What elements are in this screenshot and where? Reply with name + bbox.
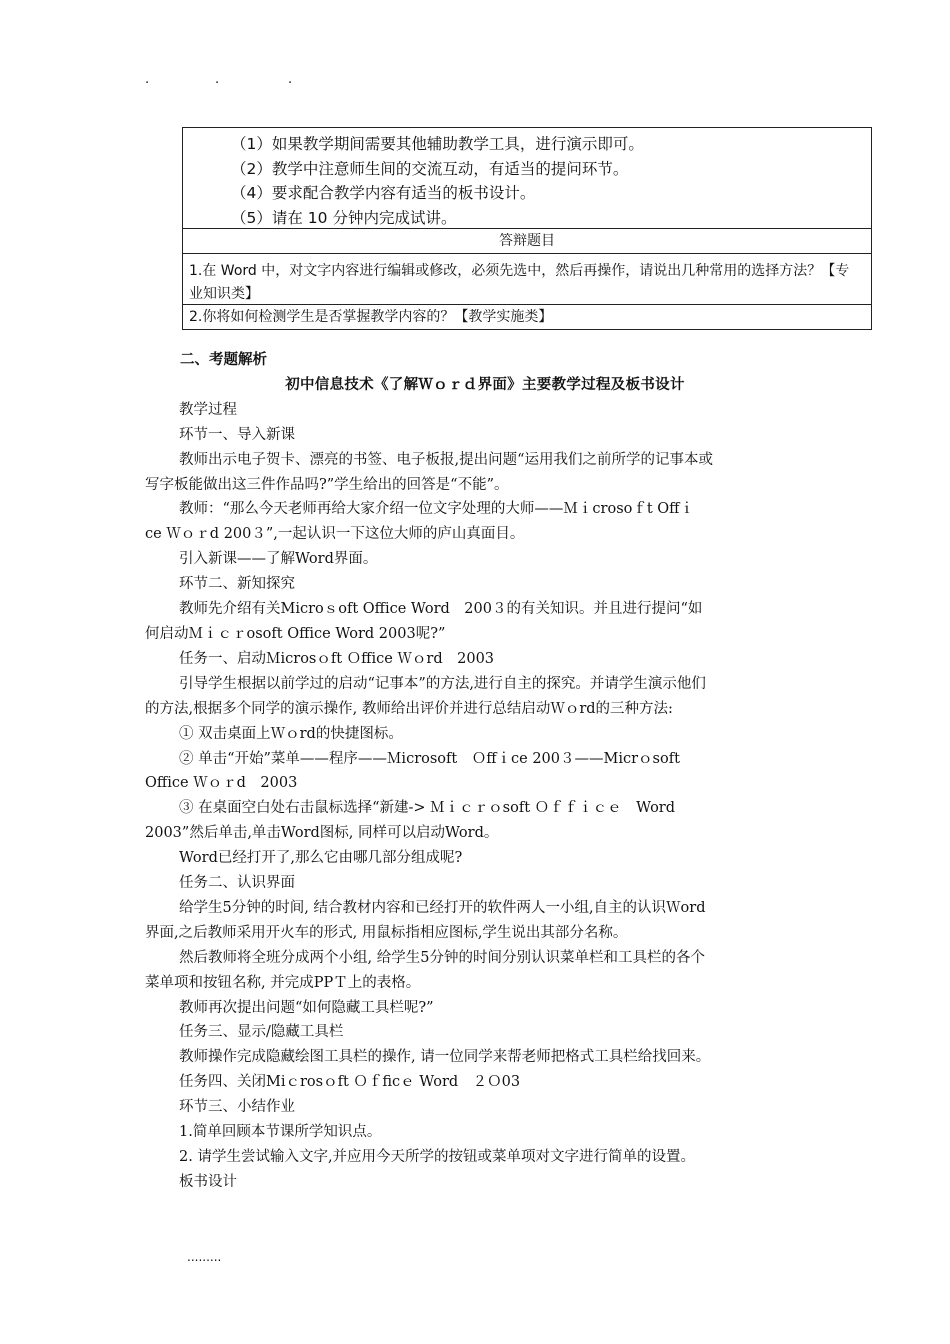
body-line: 教师出示电子贺卡、漂亮的书签、电子板报,提出问题“运用我们之前所学的记事本或: [179, 451, 714, 468]
defense-question-2: 2.你将如何检测学生是否掌握教学内容的？【教学实施类】: [189, 309, 553, 325]
header-dot: .: [145, 72, 150, 87]
body-line: 给学生5分钟的时间, 结合教材内容和已经打开的软件两人一小组,自主的认识Ｗord: [179, 899, 706, 916]
body-line: 任务三、显示/隐藏工具栏: [179, 1024, 344, 1041]
body-line: ce Ｗｏｒd 200３”,一起认识一下这位大师的庐山真面目。: [145, 526, 525, 543]
body-line: ② 单击“开始”菜单——程序——Ｍicrosoft Ｏffｉce 200３——Micrｏsoft: [179, 750, 680, 767]
body-line: 任务二、认识界面: [179, 875, 295, 892]
body-line: 任务四、关闭Miｃrosｏft Ｏｆficｅ Word ２Ｏ03: [179, 1074, 521, 1091]
body-line: ③ 在桌面空白处右击鼠标选择“新建-> Ｍｉｃｒｏsoft Ｏｆｆｉｃｅ Word: [179, 800, 676, 817]
defense-question-1-line: 1.在 Word 中，对文字内容进行编辑或修改，必须先选中，然后再操作，请说出几种常用的选择方法？【专: [189, 263, 850, 279]
body-line: 菜单项和按钮名称, 并完成PPＴ上的表格。: [145, 974, 421, 991]
body-line: 教师先介绍有关Microｓoft Office Word 200３的有关知识。并且进行提问“如: [179, 601, 703, 618]
body-line: 环节三、小结作业: [179, 1099, 295, 1116]
body-line: Office Ｗｏｒd 2003: [145, 775, 298, 792]
body-line: 教师操作完成隐藏绘图工具栏的操作, 请一位同学来帮老师把格式工具栏给找回来。: [179, 1049, 711, 1066]
body-line: 何启动Ｍｉｃｒosoft Office Word 2003呢?”: [145, 625, 446, 642]
body-line: 教师再次提出问题“如何隐藏工具栏呢?”: [179, 999, 434, 1016]
requirement-item: （1）如果教学期间需要其他辅助教学工具，进行演示即可。: [231, 135, 644, 153]
defense-question-1-line: 业知识类】: [189, 285, 259, 302]
body-line: 2. 请学生尝试输入文字,并应用今天所学的按钮或菜单项对文字进行简单的设置。: [179, 1149, 696, 1165]
requirement-item: （2）教学中注意师生间的交流互动，有适当的提问环节。: [231, 159, 629, 178]
requirement-item: （4）要求配合教学内容有适当的板书设计。: [231, 184, 536, 202]
defense-heading: 答辩题目: [183, 228, 871, 254]
body-line: Word已经打开了,那么它由哪几部分组成呢?: [179, 850, 463, 867]
body-line: 环节二、新知探究: [179, 576, 295, 593]
body-line: 板书设计: [179, 1173, 237, 1190]
body-line: 然后教师将全班分成两个小组, 给学生5分钟的时间分别认识菜单栏和工具栏的各个: [179, 949, 705, 966]
defense-question-1: [183, 257, 871, 305]
body-line: 教师：“那么今天老师再给大家介绍一位文字处理的大师——Ｍｉcrosoｆt Offｉ: [179, 501, 694, 518]
body-line: 环节一、导入新课: [179, 426, 295, 443]
body-line: 界面,之后教师采用开火车的形式, 用鼠标指相应图标,学生说出其部分名称。: [145, 924, 628, 941]
body-line: 写字板能做出这三件作品吗?”学生给出的回答是“不能”。: [145, 476, 509, 493]
exam-requirements-table: [182, 127, 872, 330]
body-line: 任务一、启动Ｍicrosｏft Ｏffice Ｗｏrd 2003: [179, 650, 495, 667]
requirement-item: （5）请在 10 分钟内完成试讲。: [231, 208, 457, 227]
body-line: 引导学生根据以前学过的启动“记事本”的方法,进行自主的探究。并请学生演示他们: [179, 675, 706, 692]
header-dot: .: [215, 72, 220, 87]
body-line: 教学过程: [179, 401, 237, 418]
body-line: ① 双击桌面上Ｗｏrd的快捷图标。: [179, 725, 403, 742]
body-line: 1.简单回顾本节课所学知识点。: [179, 1124, 382, 1141]
footer-dots: .........: [187, 1250, 222, 1264]
requirements-cell: [183, 128, 871, 228]
document-body: [145, 348, 825, 1195]
body-line: 引入新课——了解Word界面。: [179, 551, 378, 568]
body-line: 的方法,根据多个同学的演示操作, 教师给出评价并进行总结启动Ｗｏrd的三种方法:: [145, 700, 673, 717]
document-title: 初中信息技术《了解Ｗｏｒｄ界面》主要教学过程及板书设计: [285, 375, 685, 393]
body-line: 2003”然后单击,单击Word图标, 同样可以启动Word。: [145, 825, 499, 842]
header-dot: .: [288, 72, 293, 87]
section-heading: 二、考题解析: [180, 351, 267, 368]
